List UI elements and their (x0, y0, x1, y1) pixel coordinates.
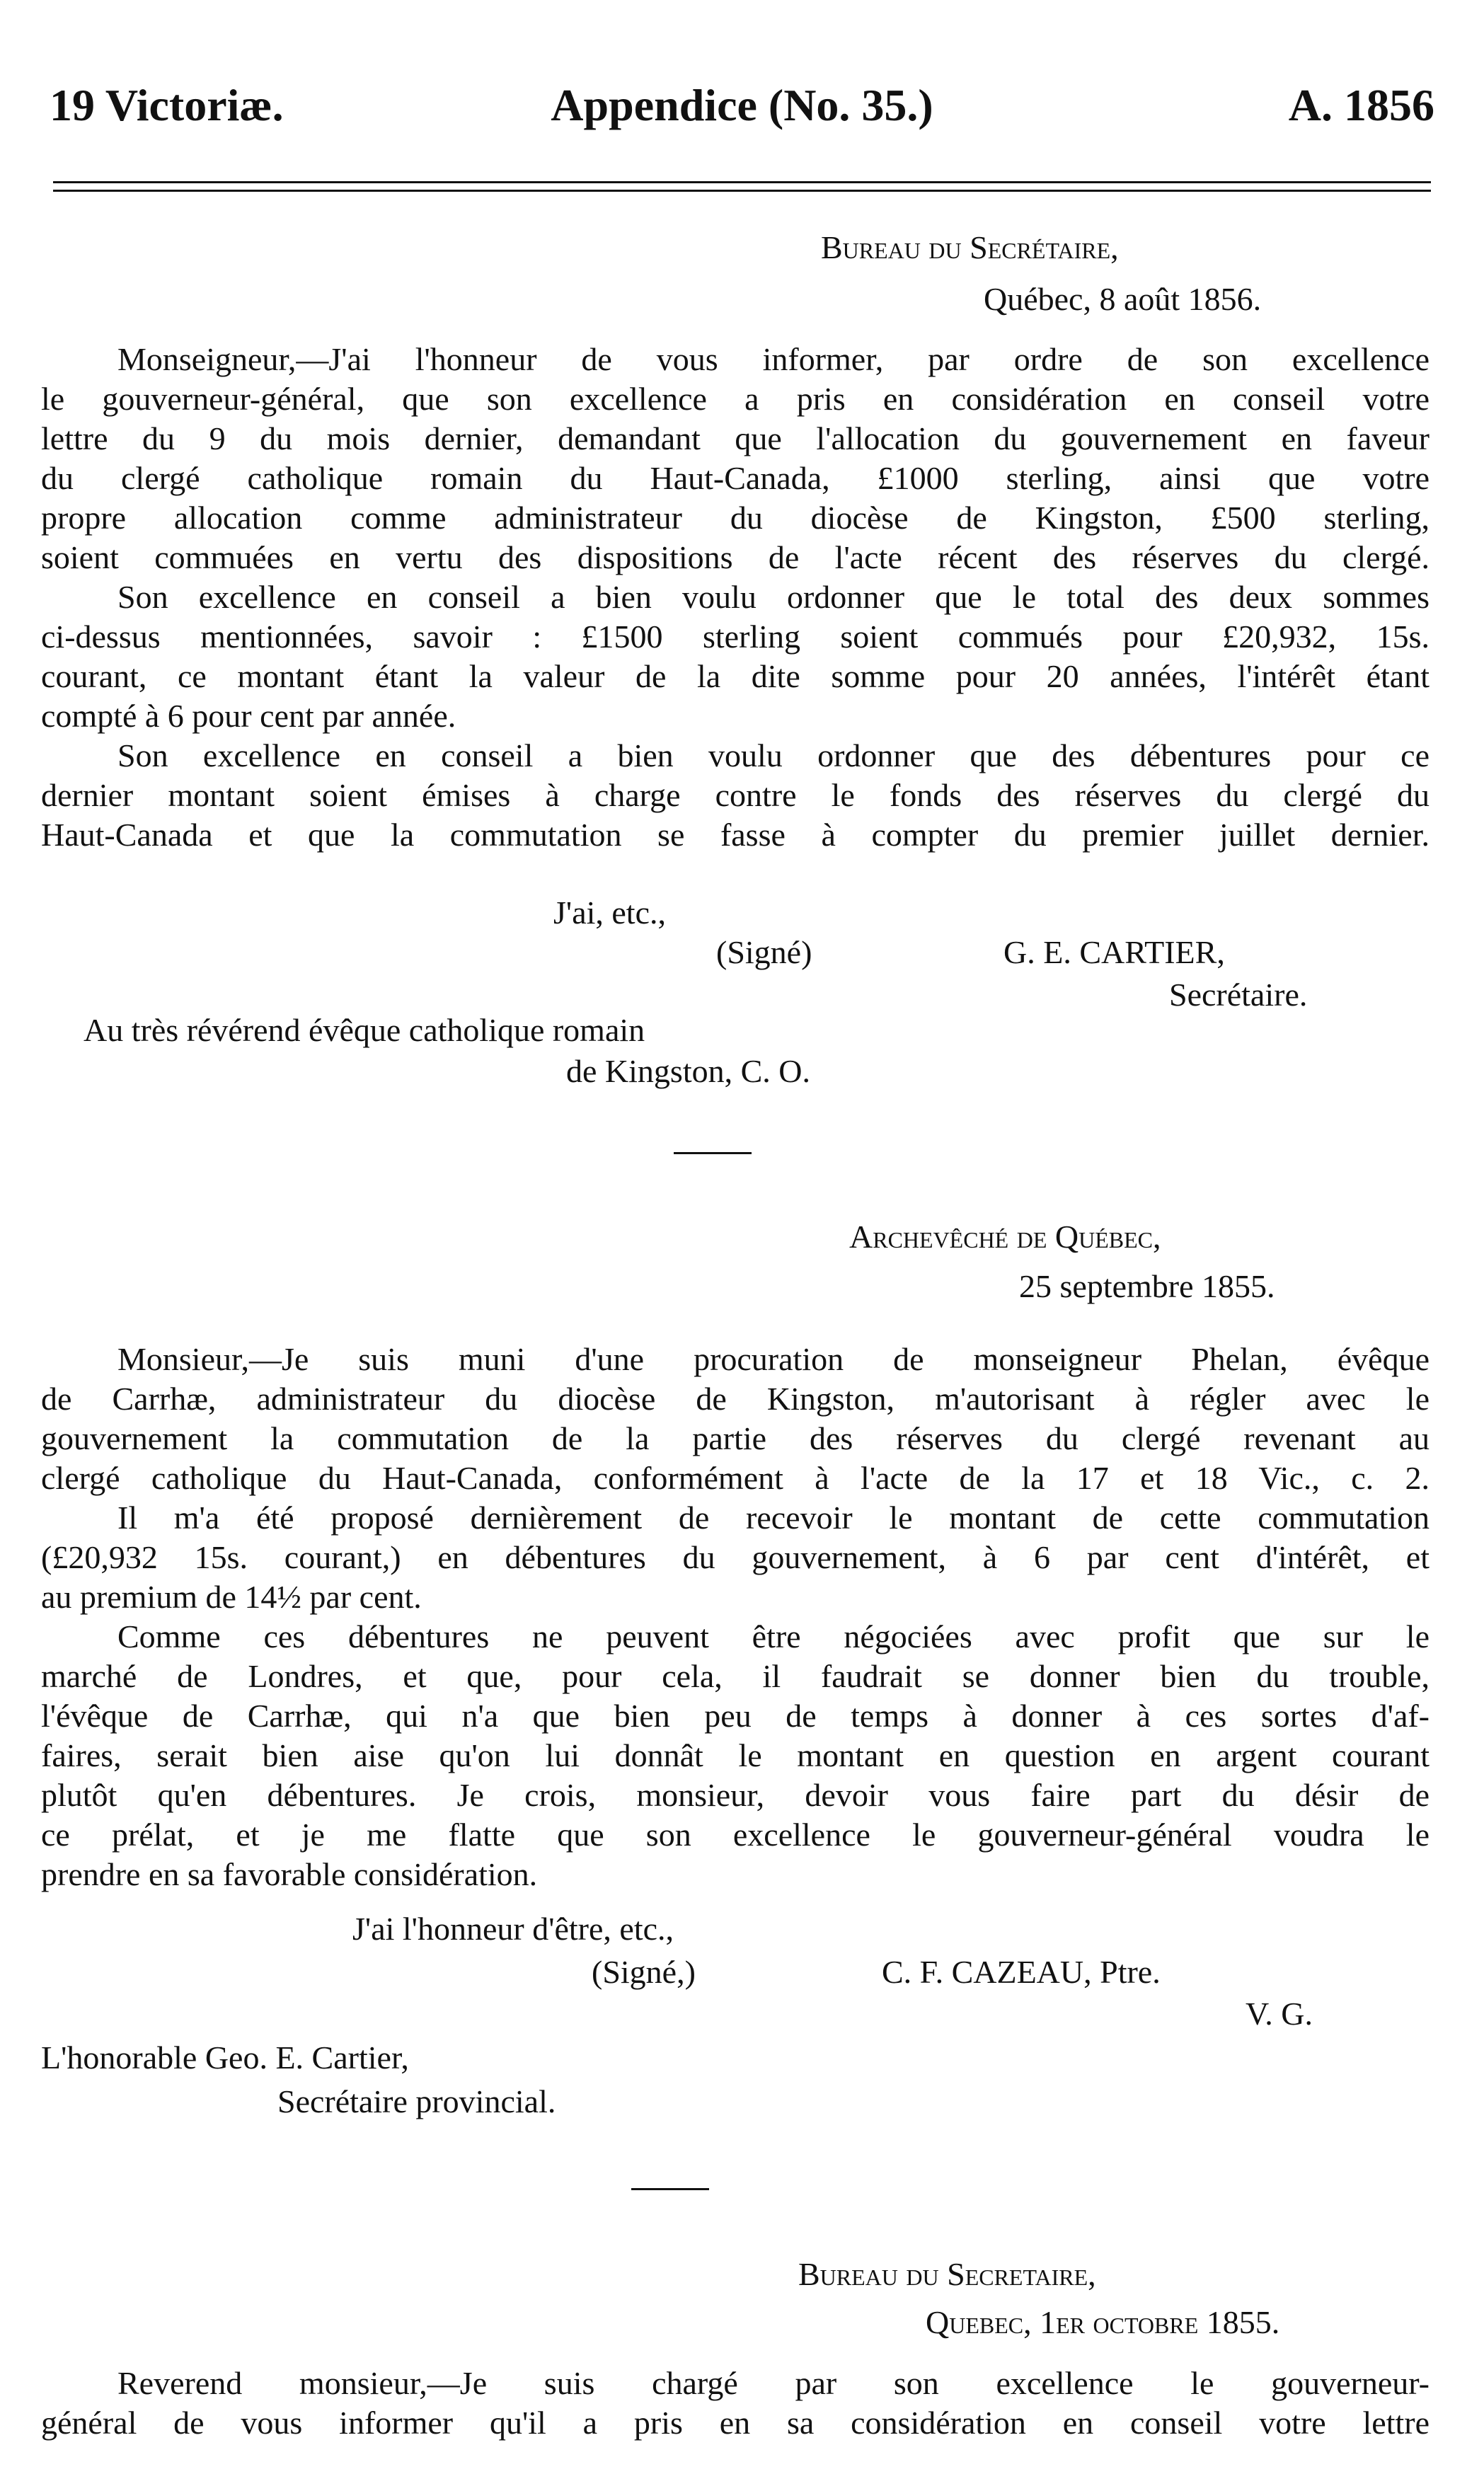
letter1-signer-title: Secrétaire. (1169, 977, 1308, 1013)
letter2-line: Monsieur,—Je suis muni d'une procuration de monseigneur Phelan, évêque (117, 1341, 1430, 1377)
letter3-place-date: Quebec, 1er octobre 1855. (926, 2304, 1280, 2340)
letter2-line: au premium de 14½ par cent. (41, 1579, 422, 1615)
letter1-line: ci-dessus mentionnées, savoir : £1500 sterling soient commués pour £20,932, 15s. (41, 618, 1430, 655)
letter2-line: faires, serait bien aise qu'on lui donnât le montant en question en argent courant (41, 1737, 1430, 1773)
letter3-office: Bureau du Secretaire, (798, 2256, 1096, 2292)
letter1-line: dernier montant soient émises à charge contre le fonds des réserves du clergé du (41, 777, 1430, 813)
section-separator (674, 1152, 752, 1154)
section-separator (631, 2188, 709, 2190)
letter2-line: l'évêque de Carrhæ, qui n'a que bien peu de temps à donner à ces sortes d'af- (41, 1698, 1430, 1734)
letter2-addressee: L'honorable Geo. E. Cartier, (41, 2039, 409, 2076)
letter2-line: gouvernement la commutation de la partie des réserves du clergé revenant au (41, 1420, 1430, 1456)
letter2-line: ce prélat, et je me flatte que son excellence le gouverneur-général voudra le (41, 1817, 1430, 1853)
letter1-line: lettre du 9 du mois dernier, demandant que l'allocation du gouvernement en faveur (41, 420, 1430, 456)
letter3-line: Reverend monsieur,—Je suis chargé par son excellence le gouverneur- (117, 2365, 1430, 2401)
letter1-signer: G. E. CARTIER, (1003, 934, 1225, 970)
letter1-place-date: Québec, 8 août 1856. (984, 281, 1262, 317)
letter1-line: soient commuées en vertu des dispositions de l'acte récent des réserves du clergé. (41, 539, 1430, 575)
letter2-signer-title: V. G. (1246, 1996, 1313, 2032)
header-year: A. 1856 (1288, 80, 1434, 130)
letter3-line: général de vous informer qu'il a pris en sa considération en conseil votre lettre (41, 2405, 1430, 2441)
letter1-line: du clergé catholique romain du Haut-Canada, £1000 sterling, ainsi que votre (41, 460, 1430, 496)
letter2-line: plutôt qu'en débentures. Je crois, monsieur, devoir vous faire part du désir de (41, 1777, 1430, 1813)
letter2-line: de Carrhæ, administrateur du diocèse de Kingston, m'autorisant à régler avec le (41, 1381, 1430, 1417)
letter1-line: le gouverneur-général, que son excellence a pris en considération en conseil votre (41, 381, 1430, 417)
letter2-office: Archevêché de Québec, (849, 1219, 1161, 1255)
header-regnal-year: 19 Victoriæ. (50, 80, 284, 130)
letter1-line: Son excellence en conseil a bien voulu ordonner que le total des deux sommes (117, 579, 1430, 615)
letter2-signer: C. F. CAZEAU, Ptre. (882, 1954, 1161, 1990)
letter2-line: clergé catholique du Haut-Canada, conformément à l'acte de la 17 et 18 Vic., c. 2. (41, 1460, 1430, 1496)
letter1-line: propre allocation comme administrateur du diocèse de Kingston, £500 sterling, (41, 500, 1430, 536)
letter2-line: Comme ces débentures ne peuvent être négociées avec profit que sur le (117, 1618, 1430, 1655)
letter1-office: Bureau du Secrétaire, (821, 229, 1119, 265)
letter1-line: Monseigneur,—J'ai l'honneur de vous informer, par ordre de son excellence (117, 341, 1430, 377)
header-rule-top (53, 181, 1431, 183)
letter1-signed: (Signé) (716, 934, 812, 970)
letter2-place-date: 25 septembre 1855. (1019, 1268, 1275, 1304)
letter2-line: marché de Londres, et que, pour cela, il faudrait se donner bien du trouble, (41, 1658, 1430, 1694)
letter2-signed: (Signé,) (592, 1954, 696, 1990)
letter2-closing: J'ai l'honneur d'être, etc., (352, 1911, 674, 1947)
letter1-addressee-place: de Kingston, C. O. (566, 1053, 810, 1089)
letter2-line: Il m'a été proposé dernièrement de recevoir le montant de cette commutation (117, 1500, 1430, 1536)
letter2-addressee-title: Secrétaire provincial. (277, 2083, 556, 2119)
header-rule-bottom (53, 190, 1431, 192)
page-header (50, 79, 1434, 143)
letter1-line: Son excellence en conseil a bien voulu ordonner que des débentures pour ce (117, 737, 1430, 773)
letter1-line: Haut-Canada et que la commutation se fasse à compter du premier juillet dernier. (41, 817, 1430, 853)
letter1-closing: J'ai, etc., (553, 894, 667, 931)
letter2-line: (£20,932 15s. courant,) en débentures du gouvernement, à 6 par cent d'intérêt, et (41, 1539, 1430, 1575)
header-appendix-number: Appendice (No. 35.) (551, 80, 933, 130)
letter1-line: courant, ce montant étant la valeur de la dite somme pour 20 années, l'intérêt étant (41, 658, 1430, 694)
letter2-line: prendre en sa favorable considération. (41, 1856, 538, 1892)
letter1-line: compté à 6 pour cent par année. (41, 698, 456, 734)
letter1-addressee: Au très révérend évêque catholique romain (84, 1012, 645, 1048)
